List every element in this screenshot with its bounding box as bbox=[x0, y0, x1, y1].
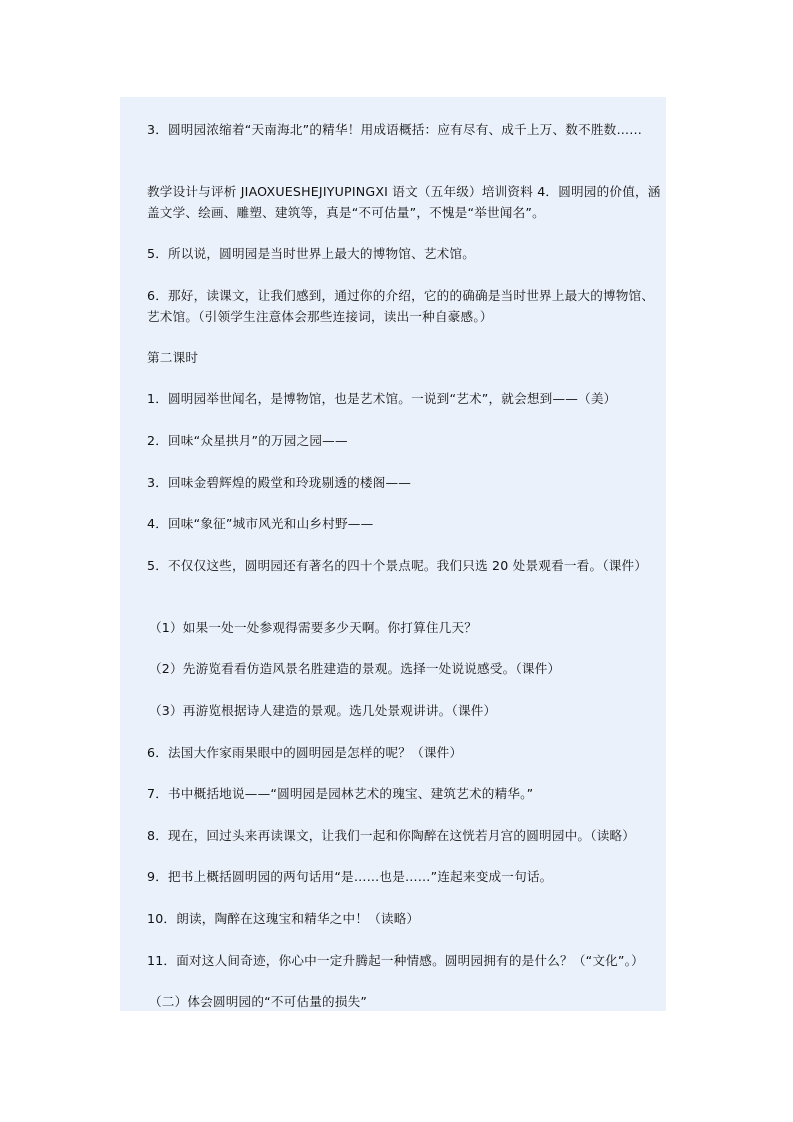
paragraph-12: （3）再游览根据诗人建造的景观。选几处景观讲讲。（课件） bbox=[149, 703, 497, 718]
paragraph-10: （1）如果一处一处参观得需要多少天啊。你打算住几天？ bbox=[149, 620, 478, 635]
paragraph-1: 3．圆明园浓缩着“天南海北”的精华！用成语概括：应有尽有、成千上万、数不胜数…… bbox=[147, 122, 643, 137]
paragraph-11: （2）先游览看看仿造风景名胜建造的景观。选择一处说说感受。（课件） bbox=[149, 661, 561, 676]
paragraph-15: 8．现在，回过头来再读课文，让我们一起和你陶醉在这恍若月宫的圆明园中。（读略） bbox=[147, 828, 636, 843]
document-panel bbox=[120, 97, 666, 1011]
paragraph-4: 6．那好，读课文，让我们感到，通过你的介绍，它的的确确是当时世界上最大的博物馆、艺术馆。（引领学生注意体会那些连接词，读出一种自豪感。） bbox=[147, 288, 655, 324]
paragraph-8: 4．回味“象征”城市风光和山乡村野—— bbox=[147, 516, 374, 531]
paragraph-6: 2．回味“众星拱月”的万园之园—— bbox=[147, 433, 348, 448]
paragraph-14: 7．书中概括地说——“圆明园是园林艺术的瑰宝、建筑艺术的精华。” bbox=[147, 786, 534, 801]
paragraph-2: 教学设计与评析 JIAOXUESHEJIYUPINGXI 语文（五年级）培训资料 4．圆明园的价值，涵盖文学、绘画、雕塑、建筑等，真是“不可估量”，不愧是“举世闻名”。 bbox=[147, 184, 661, 220]
paragraph-18: 11．面对这人间奇迹，你心中一定升腾起一种情感。圆明园拥有的是什么？（“文化”。） bbox=[147, 953, 644, 968]
paragraph-3: 5．所以说，圆明园是当时世界上最大的博物馆、艺术馆。 bbox=[147, 246, 476, 261]
paragraph-7: 3．回味金碧辉煌的殿堂和玲珑剔透的楼阁—— bbox=[147, 475, 412, 490]
paragraph-19: （二）体会圆明园的“不可估量的损失” bbox=[149, 994, 368, 1009]
paragraph-17: 10．朗读，陶醉在这瑰宝和精华之中！（读略） bbox=[147, 911, 420, 926]
paragraph-16: 9．把书上概括圆明园的两句话用“是……也是……”连起来变成一句话。 bbox=[147, 869, 553, 884]
paragraph-5: 1．圆明园举世闻名，是博物馆，也是艺术馆。一说到“艺术”，就会想到——（美） bbox=[147, 391, 617, 406]
section-heading: 第二课时 bbox=[147, 350, 199, 365]
paragraph-13: 6．法国大作家雨果眼中的圆明园是怎样的呢？（课件） bbox=[147, 745, 463, 760]
paragraph-9: 5．不仅仅这些，圆明园还有著名的四十个景点呢。我们只选 20 处景观看一看。（课件） bbox=[147, 558, 648, 573]
